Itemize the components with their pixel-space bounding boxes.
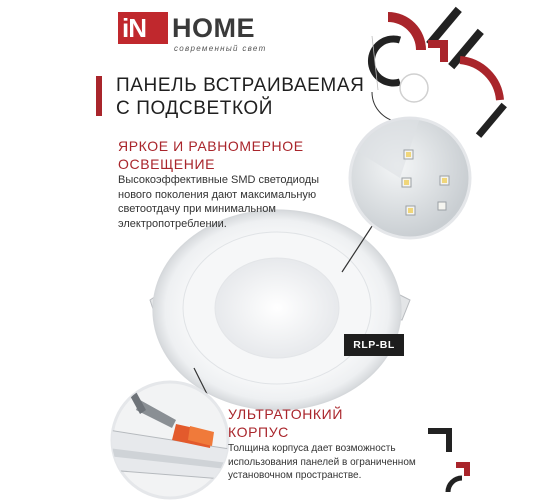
panel-inner-disc xyxy=(215,258,339,358)
title-line-2: С ПОДСВЕТКОЙ xyxy=(116,98,274,119)
feature-lighting-text: Высокоэффективные SMD светодиоды нового поколения дают максимальную светоотдачу при минимальном электропотреблении. xyxy=(118,174,320,230)
logo-tagline: современный свет xyxy=(174,44,267,53)
title-accent-bar xyxy=(96,76,102,116)
page-title xyxy=(116,74,364,120)
model-badge: RLP-BL xyxy=(344,334,404,356)
feature-body-heading-line1: УЛЬТРАТОНКИЙ xyxy=(228,406,344,422)
feature-body-heading-line2: КОРПУС xyxy=(228,424,289,440)
logo-mark: iN xyxy=(118,12,168,44)
title-line-1: ПАНЕЛЬ ВСТРАИВАЕМАЯ xyxy=(116,75,365,96)
feature-body-heading xyxy=(228,405,343,441)
feature-body-text: Толщина корпуса дает возможность использования панелей в ограниченном установочном пространстве. xyxy=(228,443,416,481)
feature-lighting-heading-line1: ЯРКОЕ И РАВНОМЕРНОЕ xyxy=(118,138,304,154)
feature-lighting-heading-line2: ОСВЕЩЕНИЕ xyxy=(118,156,216,172)
feature-lighting-heading xyxy=(118,137,304,173)
logo-wordmark: HOME xyxy=(172,13,255,43)
